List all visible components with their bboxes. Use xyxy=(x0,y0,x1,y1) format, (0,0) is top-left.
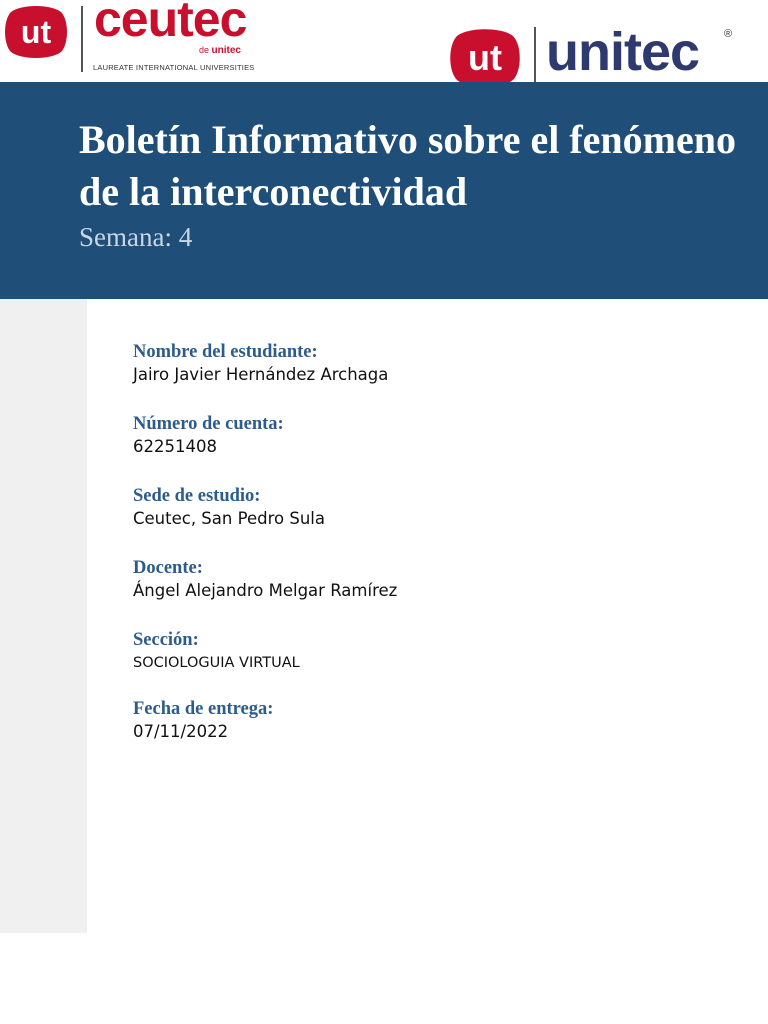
field-value: SOCIOLOGUIA VIRTUAL xyxy=(133,655,300,671)
ceutec-wordmark: ceutec xyxy=(94,0,247,47)
field-label: Nombre del estudiante: xyxy=(133,342,318,362)
field-student-name xyxy=(133,340,388,386)
field-label: Fecha de entrega: xyxy=(133,699,274,719)
field-label: Número de cuenta: xyxy=(133,414,284,434)
field-label: Docente: xyxy=(133,558,203,578)
field-due-date xyxy=(133,697,273,743)
field-value: 07/11/2022 xyxy=(133,722,229,741)
field-account-number xyxy=(133,412,284,458)
field-label: Sede de estudio: xyxy=(133,486,261,506)
logo-strip xyxy=(0,0,768,82)
document-title: Boletín Informativo sobre el fenómeno de la interconectividad xyxy=(79,117,736,214)
unitec-badge-text: ut xyxy=(468,37,502,78)
document-subtitle: Semana: 4 xyxy=(79,222,193,252)
ceutec-badge-icon xyxy=(3,4,69,60)
unitec-wordmark: unitec xyxy=(546,22,700,82)
ceutec-badge-text: ut xyxy=(20,14,52,50)
field-value: Ceutec, San Pedro Sula xyxy=(133,509,325,528)
unitec-badge-icon xyxy=(448,27,522,89)
ceutec-tagline: LAUREATE INTERNATIONAL UNIVERSITIES xyxy=(93,63,255,72)
ceutec-logo-divider xyxy=(81,6,83,72)
field-label: Sección: xyxy=(133,630,199,650)
left-sidebar-strip xyxy=(0,299,87,933)
field-section xyxy=(133,628,300,674)
field-value: 62251408 xyxy=(133,437,217,456)
field-teacher xyxy=(133,556,397,602)
field-value: Ángel Alejandro Melgar Ramírez xyxy=(133,581,398,600)
field-campus xyxy=(133,484,325,530)
ceutec-subline-prefix: de xyxy=(199,45,212,55)
field-value: Jairo Javier Hernández Archaga xyxy=(133,365,389,384)
registered-mark: ® xyxy=(724,28,733,40)
ceutec-subline-brand: unitec xyxy=(211,45,241,56)
ceutec-subline xyxy=(199,45,241,56)
